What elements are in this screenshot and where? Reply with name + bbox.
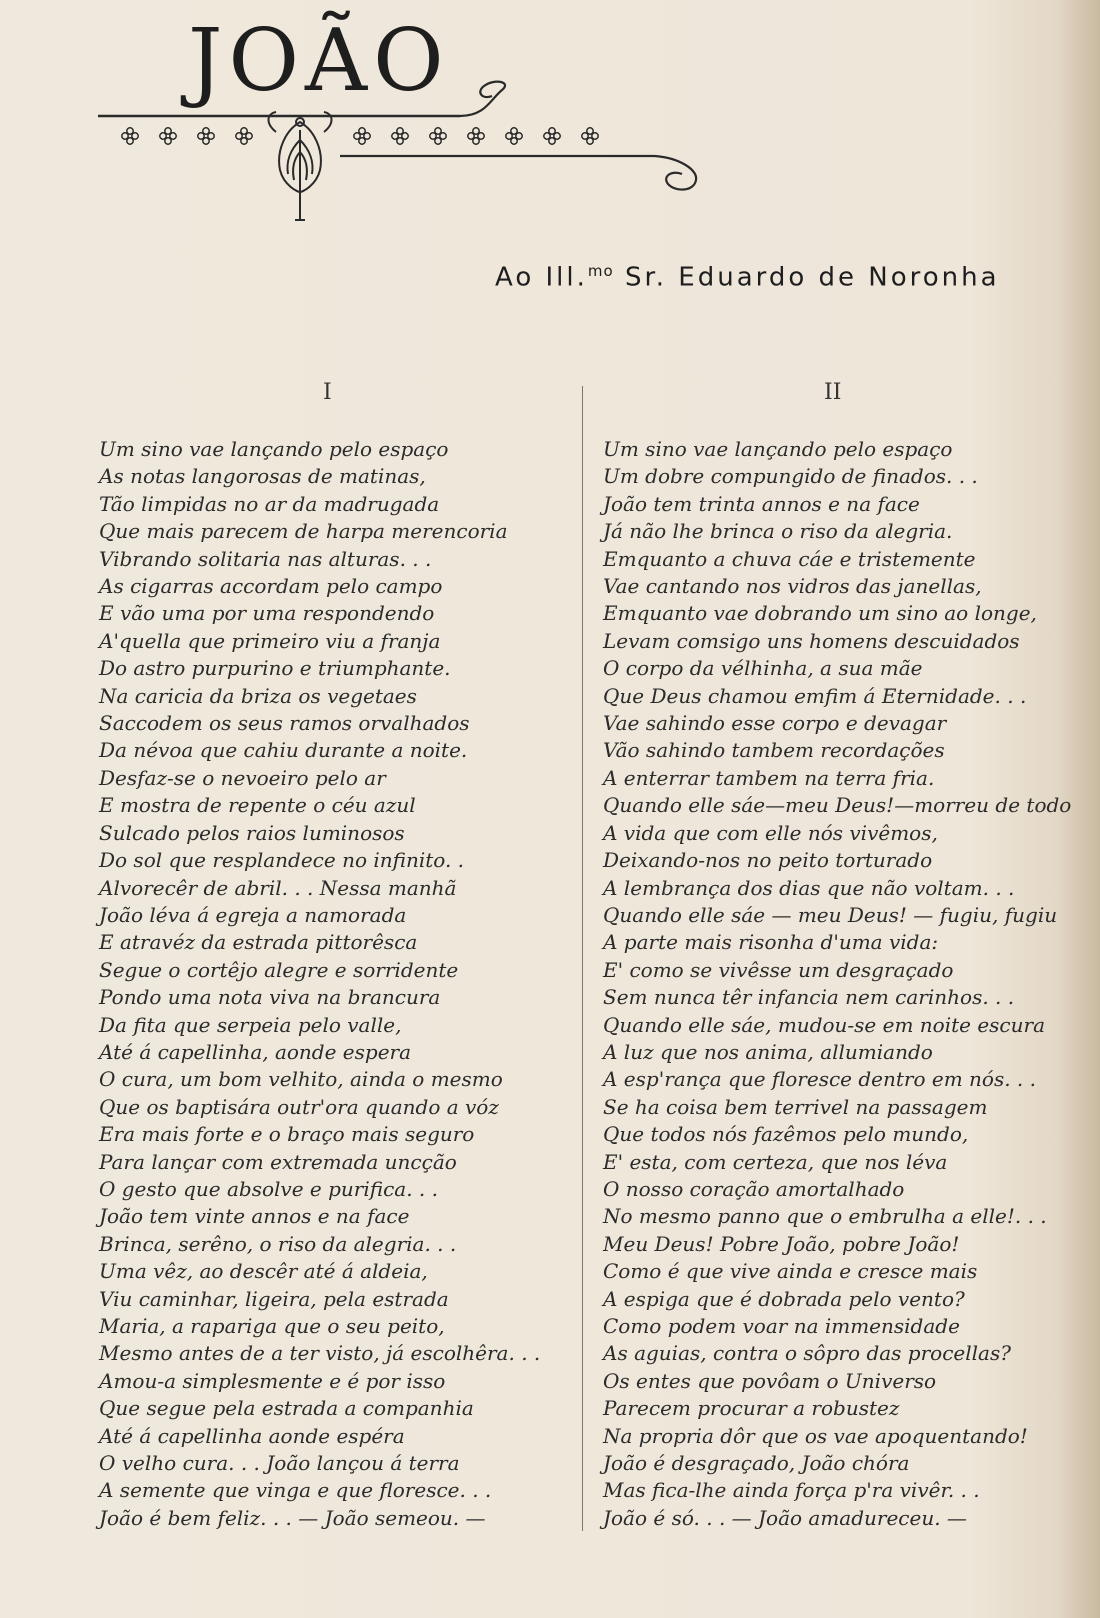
verse-line: Que mais parecem de harpa merencoria <box>99 519 508 544</box>
verse-line: A lembrança dos dias que não voltam. . . <box>603 875 1015 900</box>
verse-line: João tem vinte annos e na face <box>99 1204 410 1229</box>
verse-line: Tão limpidas no ar da madrugada <box>99 491 440 516</box>
verse-line: Como podem voar na immensidade <box>603 1314 960 1338</box>
verse-line: Da fita que serpeia pelo valle, <box>99 1012 402 1037</box>
verse-line: Que segue pela estrada a companhia <box>99 1396 474 1421</box>
verse-line: Amou-a simplesmente e é por isso <box>99 1368 446 1393</box>
verse-line: Um sino vae lançando pelo espaço <box>603 437 953 461</box>
section-numeral-1: I <box>323 380 332 405</box>
verse-line: Viu caminhar, ligeira, pela estrada <box>99 1286 449 1311</box>
verse-line: Para lançar com extremada uncção <box>99 1149 457 1174</box>
verse-line: João é bem feliz. . . — João semeou. — <box>99 1505 486 1530</box>
verse-line: Sulcado pelos raios luminosos <box>99 820 405 845</box>
column-divider <box>582 386 583 1531</box>
verse-line: A enterrar tambem na terra fria. <box>603 765 935 790</box>
verse-line: E' esta, com certeza, que nos léva <box>603 1149 948 1174</box>
verse-line: Vae cantando nos vidros das janellas, <box>603 574 982 599</box>
verse-line: As notas langorosas de matinas, <box>99 464 426 489</box>
verse-line: Parecem procurar a robustez <box>603 1396 900 1421</box>
verse-line: Pondo uma nota viva na brancura <box>99 985 441 1010</box>
verse-line: Sem nunca têr infancia nem carinhos. . . <box>603 985 1015 1010</box>
verse-line: O corpo da vélhinha, a sua mãe <box>603 656 923 681</box>
verse-line: Vae sahindo esse corpo e devagar <box>603 711 947 736</box>
verse-line: Brinca, serêno, o riso da alegria. . . <box>99 1231 457 1256</box>
verse-line: João é desgraçado, João chóra <box>603 1451 910 1476</box>
verse-line: E' como se vivêsse um desgraçado <box>603 957 954 982</box>
verse-line: Que Deus chamou emfim á Eternidade. . . <box>603 683 1027 708</box>
verse-line: Já não lhe brinca o riso da alegria. <box>603 519 953 544</box>
section-numeral-2: II <box>824 380 842 405</box>
verse-line: Uma vêz, ao descêr até á aldeia, <box>99 1259 428 1284</box>
verse-line: Emquanto vae dobrando um sino ao longe, <box>603 601 1037 626</box>
verse-line: Um sino vae lançando pelo espaço <box>99 437 449 461</box>
stanza-1 <box>99 436 540 1532</box>
verse-line: A parte mais risonha d'uma vida: <box>603 930 939 955</box>
stanza-2 <box>603 436 1071 1532</box>
verse-line: Na caricia da briza os vegetaes <box>99 683 417 708</box>
verse-line: As cigarras accordam pelo campo <box>99 574 443 599</box>
verse-line: Que os baptisára outr'ora quando a vóz <box>99 1094 499 1119</box>
dedication-name: Sr. Eduardo de Noronha <box>624 262 1000 293</box>
verse-line: João tem trinta annos e na face <box>603 491 920 516</box>
verse-line: Emquanto a chuva cáe e tristemente <box>603 546 976 571</box>
verse-line: Como é que vive ainda e cresce mais <box>603 1259 978 1284</box>
verse-line: Mesmo antes de a ter visto, já escolhêra. . . <box>99 1341 541 1366</box>
verse-line: Saccodem os seus ramos orvalhados <box>99 711 470 736</box>
verse-line: Quando elle sáe—meu Deus!—morreu de todo <box>603 793 1072 818</box>
verse-line: Desfaz-se o nevoeiro pelo ar <box>99 765 386 790</box>
verse-line: João léva á egreja a namorada <box>99 902 407 927</box>
verse-line: A vida que com elle nós vivêmos, <box>603 820 938 845</box>
verse-line: A semente que vinga e que floresce. . . <box>99 1478 492 1503</box>
verse-line: Até á capellinha, aonde espera <box>99 1039 412 1064</box>
verse-line: Maria, a rapariga que o seu peito, <box>99 1314 445 1338</box>
verse-line: A espiga que é dobrada pelo vento? <box>603 1286 965 1311</box>
verse-line: João é só. . . — João amadureceu. — <box>603 1505 967 1530</box>
verse-line: Levam comsigo uns homens descuidados <box>603 628 1020 653</box>
dedication-prefix: Ao Ill. <box>495 262 588 293</box>
verse-line: Do astro purpurino e triumphante. <box>99 656 451 681</box>
title-ornament <box>90 70 710 230</box>
verse-line: Era mais forte e o braço mais seguro <box>99 1122 475 1147</box>
verse-line: Se ha coisa bem terrivel na passagem <box>603 1094 988 1119</box>
verse-line: As aguias, contra o sôpro das procellas? <box>603 1341 1011 1366</box>
verse-line: Vão sahindo tambem recordações <box>603 738 945 763</box>
dedication-superscript: mo <box>587 262 614 280</box>
verse-line: A'quella que primeiro viu a franja <box>99 628 441 653</box>
verse-line: O gesto que absolve e purifica. . . <box>99 1176 438 1201</box>
verse-line: Do sol que resplandece no infinito. . <box>99 848 465 873</box>
verse-line: Na propria dôr que os vae apoquentando! <box>603 1423 1028 1448</box>
verse-line: Mas fica-lhe ainda força p'ra vivêr. . . <box>603 1478 980 1503</box>
dedication <box>495 262 1000 293</box>
poem-title: JOÃO <box>188 11 450 111</box>
verse-line: Alvorecêr de abril. . . Nessa manhã <box>99 875 457 900</box>
verse-line: Os entes que povôam o Universo <box>603 1368 937 1393</box>
verse-line: E vão uma por uma respondendo <box>99 601 435 626</box>
verse-line: E atravéz da estrada pittorêsca <box>99 930 418 955</box>
verse-line: Segue o cortêjo alegre e sorridente <box>99 957 459 982</box>
verse-line: Um dobre compungido de finados. . . <box>603 464 978 489</box>
verse-line: Da névoa que cahiu durante a noite. <box>99 738 468 763</box>
verse-line: A esp'rança que floresce dentro em nós. . . <box>603 1067 1037 1092</box>
verse-line: Meu Deus! Pobre João, pobre João! <box>603 1231 960 1256</box>
verse-line: Até á capellinha aonde espéra <box>99 1423 405 1448</box>
verse-line: A luz que nos anima, allumiando <box>603 1039 933 1064</box>
verse-line: Deixando-nos no peito torturado <box>603 848 933 873</box>
verse-line: Quando elle sáe — meu Deus! — fugiu, fugiu <box>603 902 1058 927</box>
verse-line: Vibrando solitaria nas alturas. . . <box>99 546 432 571</box>
verse-line: Quando elle sáe, mudou-se em noite escura <box>603 1012 1046 1037</box>
verse-line: No mesmo panno que o embrulha a elle!. . . <box>603 1204 1047 1229</box>
verse-line: O cura, um bom velhito, ainda o mesmo <box>99 1067 503 1092</box>
verse-line: O velho cura. . . João lançou á terra <box>99 1451 460 1476</box>
verse-line: O nosso coração amortalhado <box>603 1176 905 1201</box>
verse-line: Que todos nós fazêmos pelo mundo, <box>603 1122 969 1147</box>
verse-line: E mostra de repente o céu azul <box>99 793 416 818</box>
